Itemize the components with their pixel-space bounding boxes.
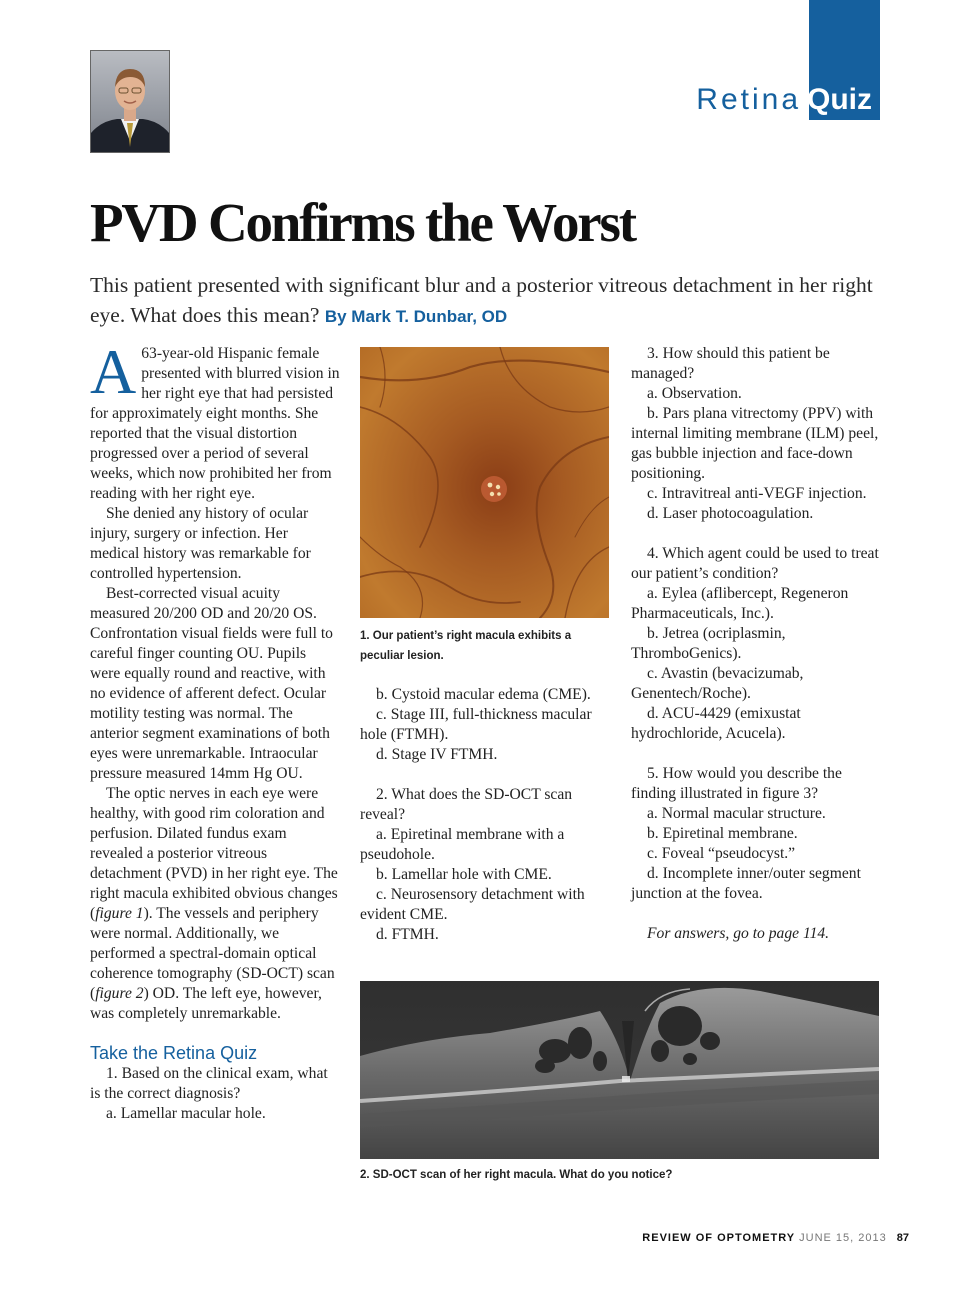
figure-1-fundus-photo [360, 347, 609, 618]
section-title-word-quiz: Quiz [807, 83, 872, 116]
answers-note: For answers, go to page 114. [647, 925, 830, 942]
quiz-q3-option-a: a. Observation. [647, 385, 742, 402]
section-title-word-retina: Retina [696, 83, 801, 116]
article-paragraph-1-text: 63-year-old Hispanic female presented with blurred vision in her right eye that had persisted for approximately eight months. She reported that the visual distortion progressed over a period of several weeks, which now prohibited her from reading with her right eye. [90, 345, 340, 502]
figure-2-reference: figure 2 [95, 985, 144, 1002]
quiz-q3-option-c: c. Intravitreal anti-VEGF injection. [647, 485, 867, 502]
quiz-q1-option-b: b. Cystoid macular edema (CME). [376, 686, 591, 703]
quiz-heading: Take the Retina Quiz [90, 1043, 258, 1063]
article-column-1 [90, 336, 340, 1124]
article-column-3 [631, 344, 879, 944]
quiz-q4-option-d: d. ACU-4429 (emixustat hydrochloride, Acucela). [631, 705, 801, 742]
figure-1-reference: figure 1 [95, 905, 144, 922]
quiz-q1-option-d: d. Stage IV FTMH. [376, 746, 498, 763]
deck [90, 270, 880, 332]
quiz-q4-option-b: b. Jetrea (ocriplasmin, ThromboGenics). [631, 625, 786, 662]
section-title [560, 82, 872, 118]
footer-date: JUNE 15, 2013 [799, 1232, 887, 1244]
footer-page-number: 87 [896, 1232, 909, 1244]
article-paragraph-4-part-1: The optic nerves in each eye were healthy, with good rim coloration and perfusion. Dilated fundus exam revealed a posterior vitreous detachment (PVD) in her right eye. The right macula exhibited obvious changes ( [90, 785, 338, 922]
quiz-q5-option-a: a. Normal macular structure. [647, 805, 826, 822]
quiz-q4-option-a: a. Eylea (aflibercept, Regeneron Pharmaceuticals, Inc.). [631, 585, 849, 622]
headline: PVD Confirms the Worst [90, 192, 635, 253]
quiz-question-1: 1. Based on the clinical exam, what is the correct diagnosis? [90, 1065, 328, 1102]
article-paragraph-1 [90, 336, 340, 504]
author-photo [90, 50, 170, 153]
footer-publication: REVIEW OF OPTOMETRY [642, 1232, 796, 1244]
quiz-q2-option-b: b. Lamellar hole with CME. [376, 866, 552, 883]
quiz-question-4: 4. Which agent could be used to treat our patient’s condition? [631, 545, 879, 582]
quiz-q5-option-d: d. Incomplete inner/outer segment junction at the fovea. [631, 865, 861, 902]
quiz-q5-option-c: c. Foveal “pseudocyst.” [647, 845, 796, 862]
article-paragraph-3: Best-corrected visual acuity measured 20/200 OD and 20/20 OS. Confrontation visual fields were full to careful finger counting OU. Pupils were equally round and reactive, with no evidence of afferent defect. Ocular motility testing was normal. The anterior segment examinations of both eyes were unremarkable. Intraocular pressure measured 14mm Hg OU. [90, 585, 333, 782]
quiz-question-2: 2. What does the SD-OCT scan reveal? [360, 786, 573, 823]
article-paragraph-2: She denied any history of ocular injury, surgery or infection. Her medical history was remarkable for controlled hypertension. [90, 505, 311, 582]
quiz-q3-option-b: b. Pars plana vitrectomy (PPV) with internal limiting membrane (ILM) peel, gas bubble injection and face-down positioning. [631, 405, 879, 482]
byline: By Mark T. Dunbar, OD [324, 307, 508, 326]
quiz-q4-option-c: c. Avastin (bevacizumab, Genentech/Roche). [631, 665, 804, 702]
figure-2-caption: 2. SD-OCT scan of her right macula. What do you notice? [360, 1169, 673, 1181]
drop-cap: A [90, 336, 137, 407]
quiz-q3-option-d: d. Laser photocoagulation. [647, 505, 814, 522]
article-paragraph-4-part-3: ) OD. The left eye, however, was completely unremarkable. [90, 985, 322, 1022]
quiz-q2-option-a: a. Epiretinal membrane with a pseudohole. [360, 826, 565, 863]
figure-2-oct-scan [360, 981, 879, 1159]
quiz-question-5: 5. How would you describe the finding illustrated in figure 3? [631, 765, 842, 802]
author-portrait-icon [91, 51, 169, 152]
quiz-q5-option-b: b. Epiretinal membrane. [647, 825, 798, 842]
quiz-q2-option-c: c. Neurosensory detachment with evident CME. [360, 886, 585, 923]
page-footer [560, 1230, 909, 1246]
article-paragraph-4 [90, 784, 340, 1024]
article-paragraph-4-part-2: ). The vessels and periphery were normal. Additionally, we performed a spectral-domain optical coherence tomography (SD-OCT) scan ( [90, 905, 335, 1002]
quiz-question-3: 3. How should this patient be managed? [631, 345, 830, 382]
figure-1-caption: 1. Our patient’s right macula exhibits a peculiar lesion. [360, 630, 572, 662]
deck-text: This patient presented with significant blur and a posterior vitreous detachment in her right eye. What does this mean? [90, 273, 873, 327]
quiz-q1-option-c: c. Stage III, full-thickness macular hole (FTMH). [360, 706, 592, 743]
article-column-2 [360, 685, 610, 945]
fundus-image-icon [360, 347, 609, 618]
quiz-q2-option-d: d. FTMH. [376, 926, 439, 943]
oct-scan-image-icon [360, 981, 879, 1159]
quiz-q1-option-a: a. Lamellar macular hole. [106, 1105, 266, 1122]
